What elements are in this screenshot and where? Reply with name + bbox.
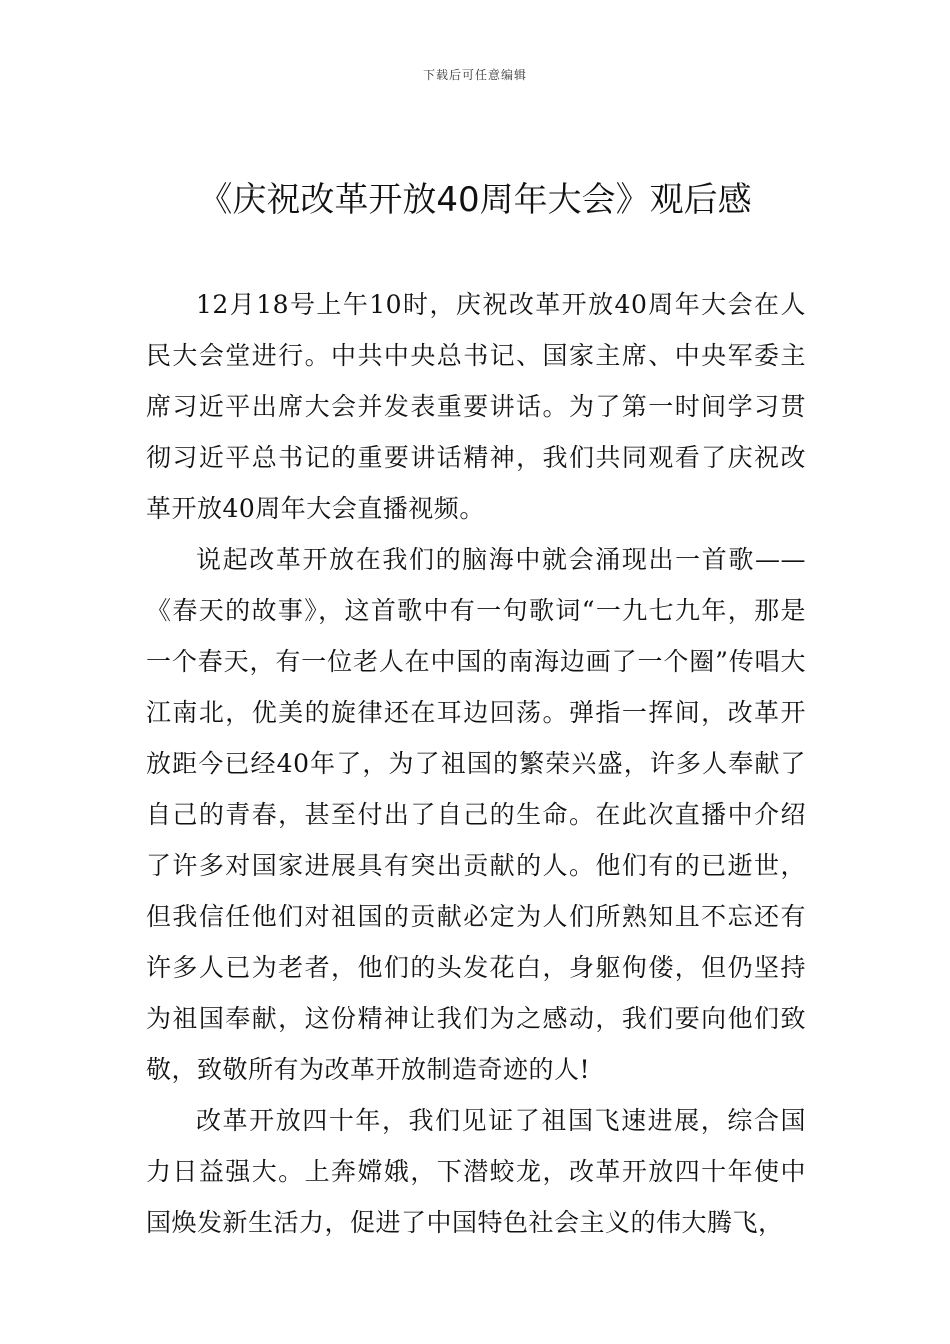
header-note: 下载后可任意编辑	[422, 68, 527, 82]
paragraph-2: 说起改革开放在我们的脑海中就会涌现出一首歌——《春天的故事》，这首歌中有一句歌词“一九七九年，那是一个春天，有一位老人在中国的南海边画了一个圈”传唱大江南北，优美的旋律还在耳边回荡。弹指一挥间，改革开放距今已经40年了，为了祖国的繁荣兴盛，许多人奉献了自己的青春，甚至付出了自己的生命。在此次直播中介绍了许多对国家进展具有突出贡献的人。他们有的已逝世，但我信任他们对祖国的贡献必定为人们所熟知且不忘还有许多人已为老者，他们的头发花白，身躯佝偻，但仍坚持为祖国奉献，这份精神让我们为之感动，我们要向他们致敬，致敬所有为改革开放制造奇迹的人!	[146, 545, 806, 1084]
paragraph-1: 12月18号上午10时，庆祝改革开放40周年大会在人民大会堂进行。中共中央总书记、国家主席、中央军委主席习近平出席大会并发表重要讲话。为了第一时间学习贯彻习近平总书记的重要讲话精神，我们共同观看了庆祝改革开放40周年大会直播视频。	[146, 290, 806, 523]
document-title: 《庆祝改革开放40周年大会》观后感	[198, 180, 752, 220]
paragraph-3: 改革开放四十年，我们见证了祖国飞速进展，综合国力日益强大。上奔嫦娥，下潜蛟龙，改革开放四十年使中国焕发新生活力，促进了中国特色社会主义的伟大腾飞，	[146, 1106, 806, 1237]
document-body	[146, 279, 806, 1248]
